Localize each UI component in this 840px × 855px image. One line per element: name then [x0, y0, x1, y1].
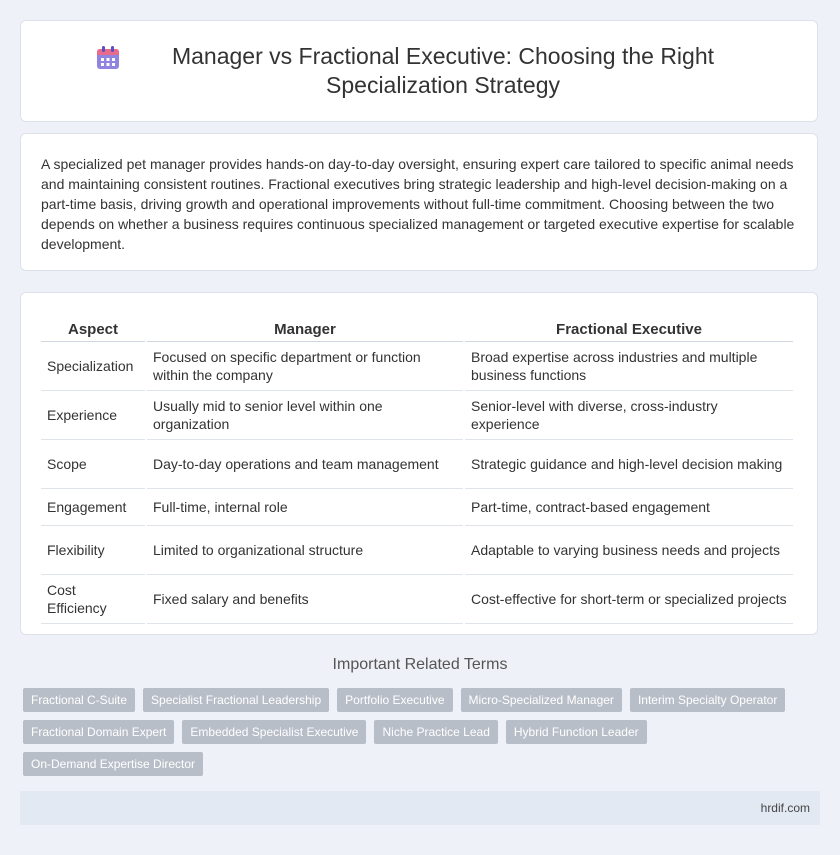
cell-fractional: Part-time, contract-based engagement	[465, 489, 793, 526]
cell-fractional: Adaptable to varying business needs and projects	[465, 526, 793, 575]
footer	[20, 791, 820, 825]
table-row	[41, 489, 793, 526]
cell-manager: Limited to organizational structure	[147, 526, 463, 575]
cell-manager: Focused on specific department or function within the company	[147, 342, 463, 391]
table-row	[41, 575, 793, 624]
calendar-icon	[95, 45, 121, 71]
related-term-tag[interactable]: Niche Practice Lead	[374, 720, 497, 744]
cell-fractional: Broad expertise across industries and multiple business functions	[465, 342, 793, 391]
table-row	[41, 526, 793, 575]
related-term-tag[interactable]: Embedded Specialist Executive	[182, 720, 366, 744]
table-row	[41, 440, 793, 489]
cell-aspect: Specialization	[41, 342, 145, 391]
cell-manager: Day-to-day operations and team management	[147, 440, 463, 489]
intro-card	[20, 133, 818, 271]
related-term-tag[interactable]: On-Demand Expertise Director	[23, 752, 203, 776]
related-term-tag[interactable]: Fractional Domain Expert	[23, 720, 174, 744]
related-term-tag[interactable]: Micro-Specialized Manager	[461, 688, 622, 712]
cell-aspect: Flexibility	[41, 526, 145, 575]
related-term-tag[interactable]: Portfolio Executive	[337, 688, 452, 712]
table-header-row	[41, 313, 793, 342]
related-term-tag[interactable]: Interim Specialty Operator	[630, 688, 785, 712]
comparison-card	[20, 292, 818, 635]
related-terms-title: Important Related Terms	[332, 656, 508, 673]
cell-manager: Usually mid to senior level within one organization	[147, 391, 463, 440]
cell-manager: Fixed salary and benefits	[147, 575, 463, 624]
related-term-tag[interactable]: Fractional C-Suite	[23, 688, 135, 712]
title-row	[95, 42, 743, 100]
intro-paragraph: A specialized pet manager provides hands-on day-to-day oversight, ensuring expert care tailored to specific animal needs and maintaining consistent routines. Fractional executives bring strategic leadership and high-level decision-making on a part-time basis, driving growth and operational improvements without full-time commitment. Choosing between the two depends on whether a business requires continuous specialized management or targeted executive expertise for scalable development.	[41, 156, 795, 252]
cell-fractional: Senior-level with diverse, cross-industry experience	[465, 391, 793, 440]
header-fractional: Fractional Executive	[465, 313, 793, 342]
header-manager: Manager	[147, 313, 463, 342]
related-terms-list	[23, 688, 823, 784]
table-row	[41, 391, 793, 440]
footer-site-link[interactable]: hrdif.com	[760, 801, 810, 815]
header-aspect: Aspect	[41, 313, 145, 342]
cell-manager: Full-time, internal role	[147, 489, 463, 526]
title-card	[20, 20, 818, 122]
comparison-table	[39, 313, 795, 624]
cell-aspect: Cost Efficiency	[41, 575, 145, 624]
cell-aspect: Scope	[41, 440, 145, 489]
table-row	[41, 342, 793, 391]
cell-aspect: Engagement	[41, 489, 145, 526]
related-term-tag[interactable]: Hybrid Function Leader	[506, 720, 647, 744]
cell-aspect: Experience	[41, 391, 145, 440]
cell-fractional: Cost-effective for short-term or specialized projects	[465, 575, 793, 624]
related-term-tag[interactable]: Specialist Fractional Leadership	[143, 688, 329, 712]
cell-fractional: Strategic guidance and high-level decision making	[465, 440, 793, 489]
page-title: Manager vs Fractional Executive: Choosing the Right Specialization Strategy	[171, 43, 715, 98]
